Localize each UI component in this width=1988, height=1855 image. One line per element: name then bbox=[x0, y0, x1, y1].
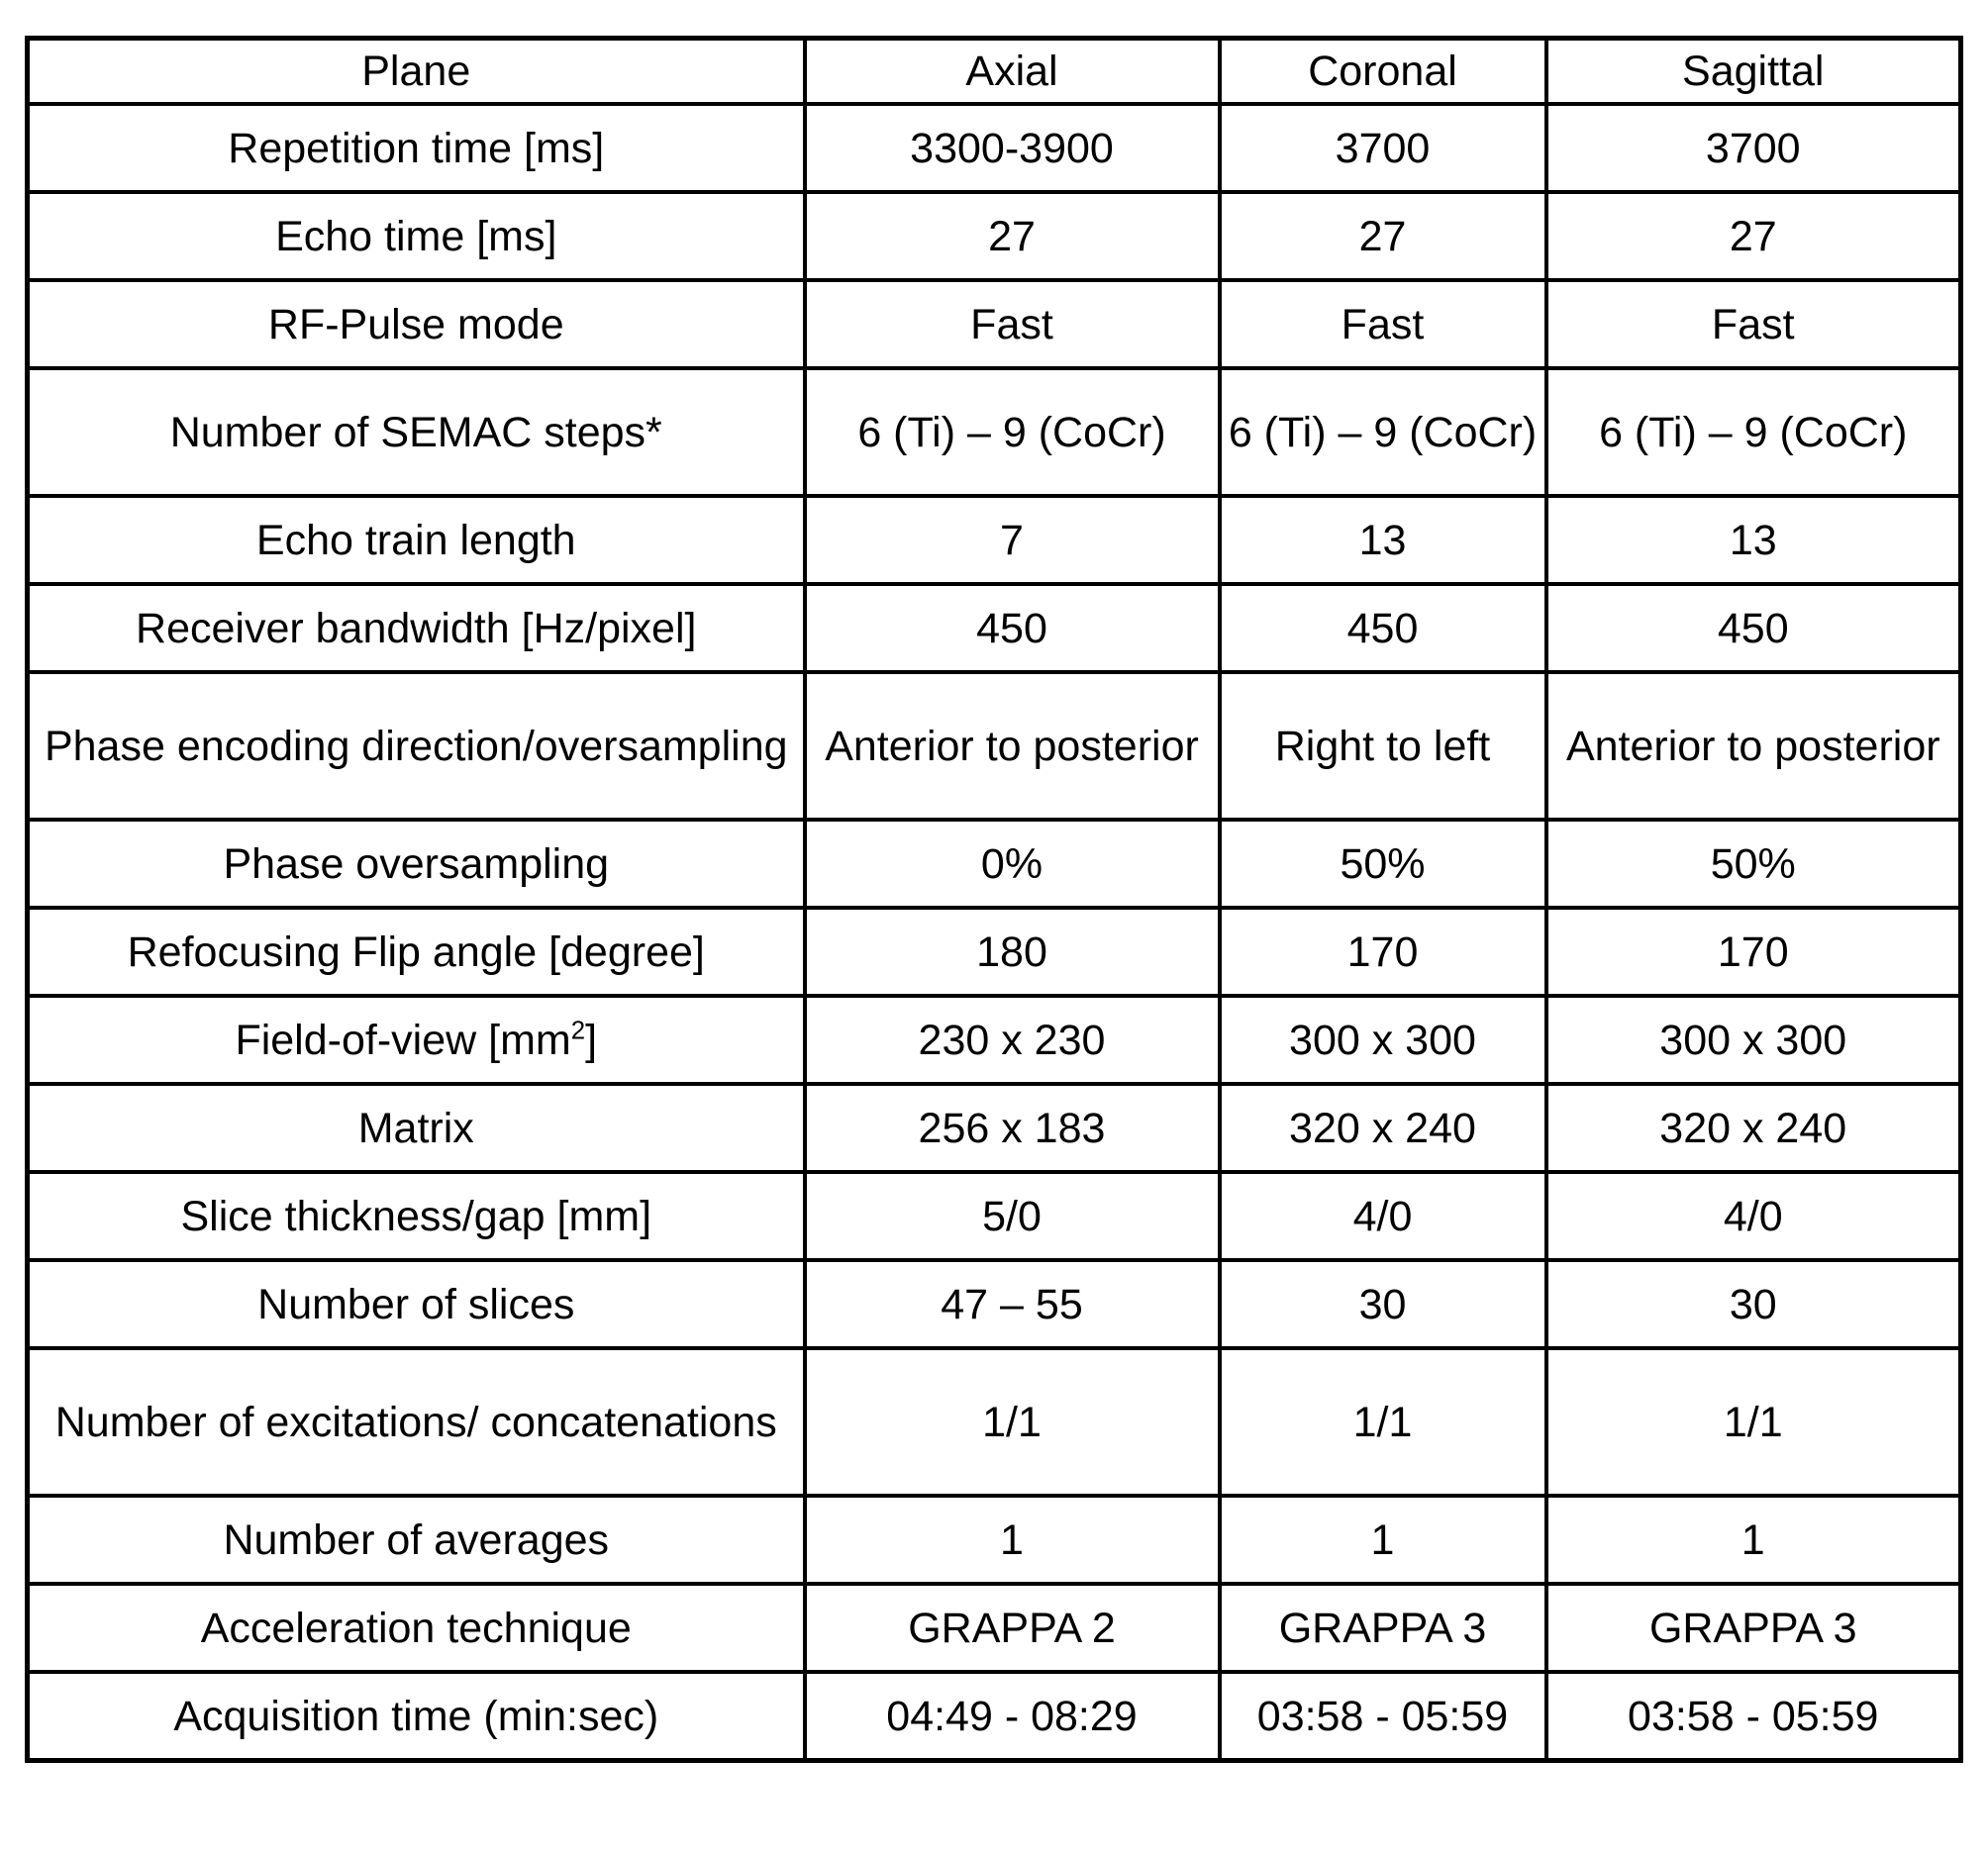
cell-axial: 230 x 230 bbox=[805, 996, 1220, 1084]
table-row bbox=[28, 1584, 1961, 1672]
row-label: Slice thickness/gap [mm] bbox=[28, 1172, 805, 1260]
row-label: Acceleration technique bbox=[28, 1584, 805, 1672]
table-row bbox=[28, 584, 1961, 672]
row-label bbox=[28, 996, 805, 1084]
header-plane: Plane bbox=[28, 39, 805, 105]
cell-axial: GRAPPA 2 bbox=[805, 1584, 1220, 1672]
cell-sagittal: 6 (Ti) – 9 (CoCr) bbox=[1546, 368, 1961, 496]
cell-axial: 180 bbox=[805, 908, 1220, 996]
row-label: Number of excitations/ concatenations bbox=[28, 1348, 805, 1496]
table-row bbox=[28, 104, 1961, 192]
mri-protocol-table bbox=[25, 36, 1963, 1763]
row-label: Receiver bandwidth [Hz/pixel] bbox=[28, 584, 805, 672]
cell-sagittal: 4/0 bbox=[1546, 1172, 1961, 1260]
row-label: RF-Pulse mode bbox=[28, 280, 805, 368]
cell-sagittal: Anterior to posterior bbox=[1546, 672, 1961, 820]
cell-coronal: 300 x 300 bbox=[1220, 996, 1546, 1084]
header-coronal: Coronal bbox=[1220, 39, 1546, 105]
row-label: Phase encoding direction/oversampling bbox=[28, 672, 805, 820]
row-label: Number of SEMAC steps* bbox=[28, 368, 805, 496]
cell-axial: 04:49 - 08:29 bbox=[805, 1672, 1220, 1761]
row-label-prefix: Field-of-view [mm bbox=[235, 1016, 571, 1064]
table-row bbox=[28, 368, 1961, 496]
cell-coronal: 6 (Ti) – 9 (CoCr) bbox=[1220, 368, 1546, 496]
cell-sagittal: 320 x 240 bbox=[1546, 1084, 1961, 1172]
cell-coronal: 1 bbox=[1220, 1496, 1546, 1584]
table-row bbox=[28, 280, 1961, 368]
cell-sagittal: GRAPPA 3 bbox=[1546, 1584, 1961, 1672]
table-row bbox=[28, 820, 1961, 908]
cell-axial: 1/1 bbox=[805, 1348, 1220, 1496]
table-row bbox=[28, 496, 1961, 584]
table-row bbox=[28, 192, 1961, 280]
cell-axial: 3300-3900 bbox=[805, 104, 1220, 192]
cell-coronal: 3700 bbox=[1220, 104, 1546, 192]
table-row bbox=[28, 1172, 1961, 1260]
cell-coronal: Fast bbox=[1220, 280, 1546, 368]
table-row bbox=[28, 1348, 1961, 1496]
header-axial: Axial bbox=[805, 39, 1220, 105]
cell-coronal: 30 bbox=[1220, 1260, 1546, 1348]
header-sagittal: Sagittal bbox=[1546, 39, 1961, 105]
cell-coronal: 170 bbox=[1220, 908, 1546, 996]
row-label: Number of slices bbox=[28, 1260, 805, 1348]
row-label: Number of averages bbox=[28, 1496, 805, 1584]
row-label: Phase oversampling bbox=[28, 820, 805, 908]
cell-sagittal: 50% bbox=[1546, 820, 1961, 908]
cell-coronal: 4/0 bbox=[1220, 1172, 1546, 1260]
cell-coronal: 13 bbox=[1220, 496, 1546, 584]
cell-sagittal: 1/1 bbox=[1546, 1348, 1961, 1496]
cell-sagittal: 3700 bbox=[1546, 104, 1961, 192]
table-row bbox=[28, 1084, 1961, 1172]
cell-coronal: 27 bbox=[1220, 192, 1546, 280]
row-label: Refocusing Flip angle [degree] bbox=[28, 908, 805, 996]
row-label: Echo time [ms] bbox=[28, 192, 805, 280]
cell-axial: 5/0 bbox=[805, 1172, 1220, 1260]
cell-axial: 256 x 183 bbox=[805, 1084, 1220, 1172]
cell-sagittal: 30 bbox=[1546, 1260, 1961, 1348]
cell-coronal: Right to left bbox=[1220, 672, 1546, 820]
cell-axial: Fast bbox=[805, 280, 1220, 368]
cell-axial: 47 – 55 bbox=[805, 1260, 1220, 1348]
cell-axial: 450 bbox=[805, 584, 1220, 672]
table-row bbox=[28, 908, 1961, 996]
cell-sagittal: 03:58 - 05:59 bbox=[1546, 1672, 1961, 1761]
table-row bbox=[28, 672, 1961, 820]
cell-sagittal: 27 bbox=[1546, 192, 1961, 280]
cell-axial: 0% bbox=[805, 820, 1220, 908]
table-row bbox=[28, 1260, 1961, 1348]
cell-coronal: 1/1 bbox=[1220, 1348, 1546, 1496]
cell-sagittal: 300 x 300 bbox=[1546, 996, 1961, 1084]
cell-axial: 7 bbox=[805, 496, 1220, 584]
cell-sagittal: 1 bbox=[1546, 1496, 1961, 1584]
header-row bbox=[28, 39, 1961, 105]
cell-axial: 6 (Ti) – 9 (CoCr) bbox=[805, 368, 1220, 496]
row-label: Acquisition time (min:sec) bbox=[28, 1672, 805, 1761]
row-label: Echo train length bbox=[28, 496, 805, 584]
cell-axial: 1 bbox=[805, 1496, 1220, 1584]
cell-coronal: 450 bbox=[1220, 584, 1546, 672]
row-label: Repetition time [ms] bbox=[28, 104, 805, 192]
table-row bbox=[28, 1496, 1961, 1584]
cell-sagittal: 450 bbox=[1546, 584, 1961, 672]
table-row bbox=[28, 996, 1961, 1084]
cell-sagittal: 170 bbox=[1546, 908, 1961, 996]
cell-sagittal: 13 bbox=[1546, 496, 1961, 584]
cell-coronal: 50% bbox=[1220, 820, 1546, 908]
row-label: Matrix bbox=[28, 1084, 805, 1172]
cell-axial: Anterior to posterior bbox=[805, 672, 1220, 820]
cell-axial: 27 bbox=[805, 192, 1220, 280]
row-label-superscript: 2 bbox=[570, 1017, 586, 1045]
cell-coronal: 320 x 240 bbox=[1220, 1084, 1546, 1172]
cell-coronal: GRAPPA 3 bbox=[1220, 1584, 1546, 1672]
row-label-suffix: ] bbox=[585, 1016, 598, 1064]
cell-sagittal: Fast bbox=[1546, 280, 1961, 368]
cell-coronal: 03:58 - 05:59 bbox=[1220, 1672, 1546, 1761]
table-row bbox=[28, 1672, 1961, 1761]
